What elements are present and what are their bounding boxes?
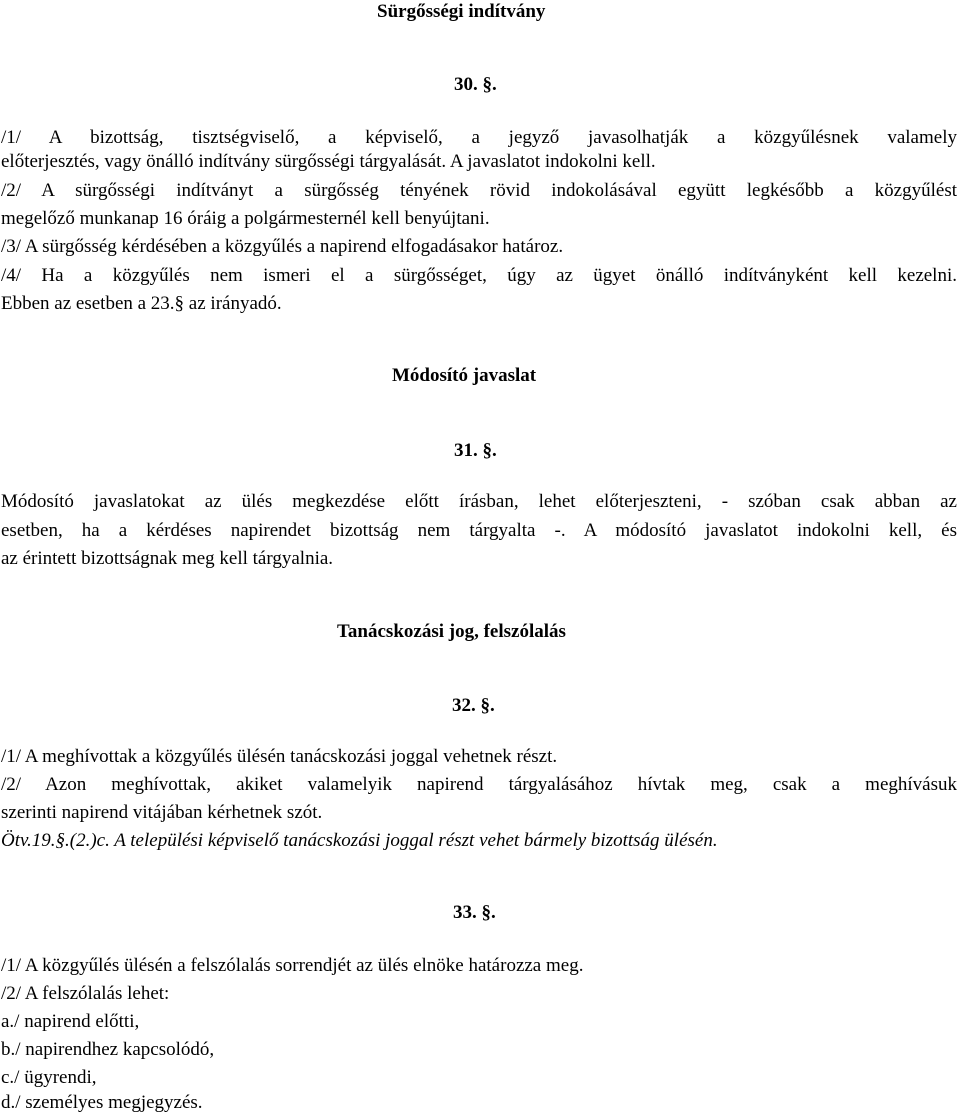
section-title-modosito-javaslat: Módosító javaslat	[392, 365, 537, 386]
section-title-surgossegi-inditvany: Sürgősségi indítvány	[377, 1, 546, 22]
text-line: /1/ A bizottság, tisztségviselő, a képviselő, a jegyző javasolhatják a közgyűlésnek valamely	[1, 127, 957, 148]
section-title-tanacskozasi-jog: Tanácskozási jog, felszólalás	[337, 621, 566, 642]
list-item: a./ napirend előtti,	[1, 1011, 140, 1032]
text-line: az érintett bizottságnak meg kell tárgyalnia.	[1, 548, 334, 569]
list-item: b./ napirendhez kapcsolódó,	[1, 1039, 215, 1060]
text-line: Módosító javaslatokat az ülés megkezdése előtt írásban, lehet előterjeszteni, - szóban csak abban az	[1, 491, 957, 512]
text-line: /2/ A sürgősségi indítványt a sürgősség tényének rövid indokolásával együtt legkésőbb a közgyűlést	[1, 180, 957, 201]
paragraph-number-31: 31. §.	[454, 440, 497, 461]
text-line: /1/ A meghívottak a közgyűlés ülésén tanácskozási joggal vehetnek részt.	[1, 746, 558, 767]
text-line: Ebben az esetben a 23.§ az irányadó.	[1, 293, 282, 314]
text-line: esetben, ha a kérdéses napirendet bizottság nem tárgyalta -. A módosító javaslatot indokolni kell, és	[1, 520, 957, 541]
text-line: szerinti napirend vitájában kérhetnek szót.	[1, 802, 323, 823]
text-line: megelőző munkanap 16 óráig a polgármesternél kell benyújtani.	[1, 208, 490, 229]
text-line: /4/ Ha a közgyűlés nem ismeri el a sürgősséget, úgy az ügyet önálló indítványként kell kezelni.	[1, 265, 957, 286]
paragraph-number-30: 30. §.	[454, 74, 497, 95]
text-line: /2/ Azon meghívottak, akiket valamelyik napirend tárgyalásához hívtak meg, csak a meghívásuk	[1, 774, 957, 795]
text-line-otv-reference: Ötv.19.§.(2.)c. A települési képviselő tanácskozási joggal részt vehet bármely bizottság ülésén.	[1, 830, 718, 851]
paragraph-number-32: 32. §.	[452, 695, 495, 716]
text-line: /3/ A sürgősség kérdésében a közgyűlés a napirend elfogadásakor határoz.	[1, 236, 564, 257]
text-line: /2/ A felszólalás lehet:	[1, 983, 170, 1004]
text-line: /1/ A közgyűlés ülésén a felszólalás sorrendjét az ülés elnöke határozza meg.	[1, 955, 584, 976]
list-item: d./ személyes megjegyzés.	[1, 1092, 203, 1113]
paragraph-number-33: 33. §.	[453, 902, 496, 923]
text-line: előterjesztés, vagy önálló indítvány sürgősségi tárgyalását. A javaslatot indokolni kell.	[1, 151, 656, 172]
list-item: c./ ügyrendi,	[1, 1067, 97, 1088]
